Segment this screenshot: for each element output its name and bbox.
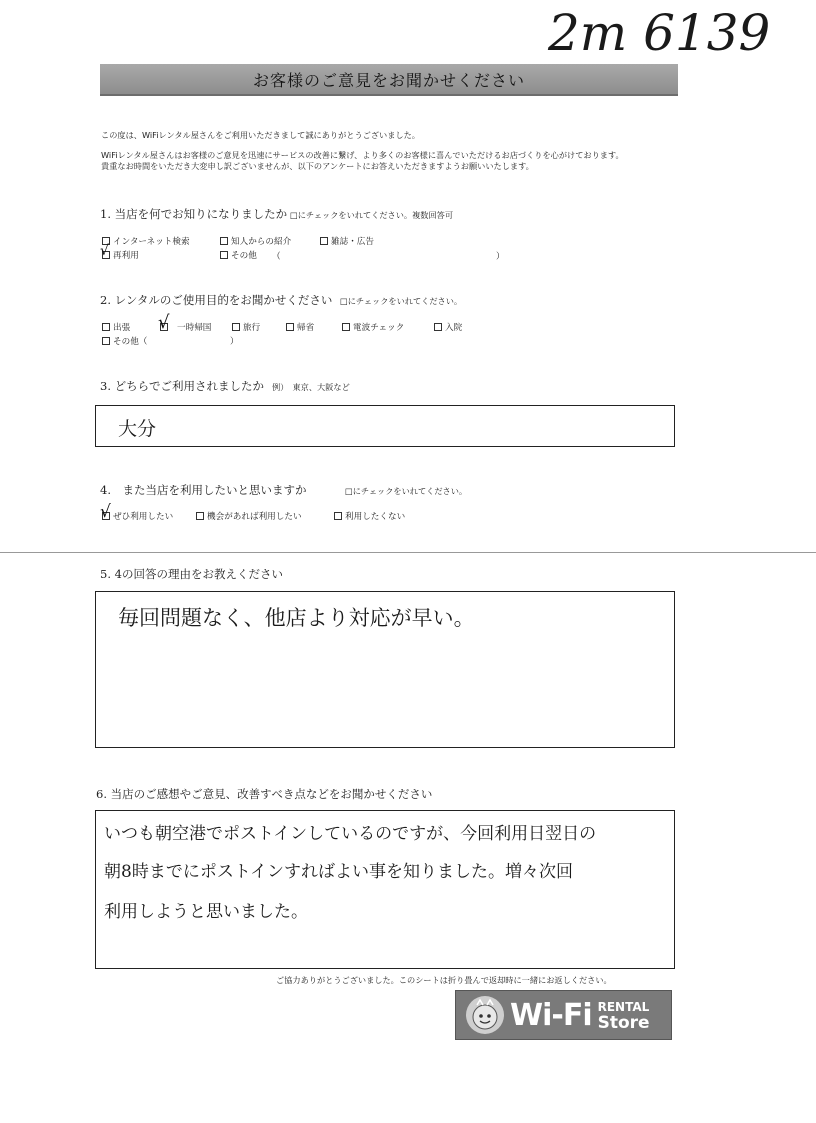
intro-line-1: この度は、WiFiレンタル屋さんをご利用いただきまして誠にありがとうございました。 — [101, 130, 420, 140]
q2-option-homecoming[interactable] — [286, 321, 314, 333]
checkbox[interactable] — [196, 512, 204, 520]
checkbox[interactable] — [220, 237, 228, 245]
question-1-title: 1. 当店を何でお知りになりましたか — [100, 207, 288, 221]
fold-line — [0, 552, 816, 553]
checkbox[interactable] — [232, 323, 240, 331]
q1-option-internet[interactable] — [102, 235, 190, 247]
q2-option-travel[interactable] — [232, 321, 260, 333]
option-label: 雑誌・広告 — [331, 237, 374, 247]
logo-sub — [598, 999, 650, 1031]
q4-option-not-use[interactable] — [334, 510, 405, 522]
logo-rental-text: RENTAL — [597, 1000, 650, 1014]
option-label: 再利用 — [113, 251, 139, 261]
q1-option-referral[interactable] — [220, 235, 291, 247]
handwritten-checkmark: √ — [158, 312, 170, 333]
option-label: その他 — [231, 251, 257, 261]
option-label: 旅行 — [243, 323, 261, 333]
question-4-title: 4. また当店を利用したいと思いますか — [100, 483, 307, 497]
footer-thanks: ご協力ありがとうございました。このシートは折り畳んで返却時に一緒にお返しください。 — [276, 975, 612, 985]
checkbox[interactable] — [320, 237, 328, 245]
q1-other-paren-close: ） — [496, 252, 505, 262]
option-label: 入院 — [445, 323, 463, 333]
question-3-title: 3. どちらでご利用されましたか — [100, 379, 265, 393]
q6-handwritten-line-1: いつも朝空港でポストインしているのですが、今回利用日翌日の — [104, 824, 597, 844]
option-label: 出張 — [113, 323, 131, 333]
q2-other-paren-close: ） — [230, 337, 239, 347]
handwritten-checkmark: √ — [100, 502, 111, 522]
checkbox[interactable] — [220, 251, 228, 259]
q1-option-magazine[interactable] — [320, 235, 374, 247]
checkbox[interactable] — [102, 323, 110, 331]
question-6-title: 6. 当店のご感想やご意見、改善すべき点などをお聞かせください — [96, 787, 433, 801]
q2-option-signal-check[interactable] — [342, 321, 404, 333]
q6-handwritten-line-3: 利用しようと思いました。 — [104, 902, 308, 922]
q3-handwritten-answer: 大分 — [118, 418, 157, 440]
option-label: 電波チェック — [353, 323, 405, 333]
q6-handwritten-line-2: 朝8時までにポストインすればよい事を知りました。増々次回 — [104, 862, 573, 882]
q6-answer-box[interactable] — [95, 810, 675, 969]
q1-option-other[interactable] — [220, 249, 257, 261]
logo-store-text: Store — [597, 1013, 650, 1033]
handwritten-checkmark: √ — [100, 243, 109, 259]
intro-line-3: 貴重なお時間をいただき大変申し訳ございませんが、以下のアンケートにお答えいただきますようお願いいたします。 — [101, 161, 534, 171]
q5-answer-box[interactable] — [95, 591, 675, 748]
checkbox[interactable] — [286, 323, 294, 331]
option-label: ぜひ利用したい — [113, 512, 174, 522]
option-label: 知人からの紹介 — [231, 237, 292, 247]
checkbox[interactable] — [434, 323, 442, 331]
question-2-title: 2. レンタルのご使用目的をお聞かせください — [100, 293, 333, 307]
option-label: インターネット検索 — [113, 237, 190, 247]
q4-option-definitely[interactable] — [102, 510, 173, 522]
survey-title-bar — [100, 64, 678, 96]
question-2-note: □にチェックをいれてください。 — [340, 296, 463, 306]
logo-wifi-text: Wi-Fi — [510, 997, 592, 1033]
option-label: 機会があれば利用したい — [207, 512, 302, 522]
option-label: 一時帰国 — [177, 323, 212, 333]
intro-line-2: WiFiレンタル屋さんはお客様のご意見を迅速にサービスの改善に繋げ、より多くのお客様に喜んでいただけるお店づくりを心がけております。 — [101, 150, 624, 160]
handwritten-reference-number: 2m 6139 — [548, 4, 771, 62]
survey-title: お客様のご意見をお聞かせください — [252, 70, 525, 90]
option-label: 帰省 — [297, 323, 315, 333]
question-3-note: 例） 東京、大阪など — [272, 382, 350, 392]
q2-option-other[interactable] — [102, 335, 147, 347]
mascot-icon — [466, 996, 504, 1034]
checkbox[interactable] — [334, 512, 342, 520]
q4-option-if-opportunity[interactable] — [196, 510, 302, 522]
wifi-rental-store-logo — [455, 990, 672, 1040]
question-5-title: 5. 4の回答の理由をお教えください — [100, 567, 283, 581]
checkbox[interactable] — [102, 337, 110, 345]
checkbox[interactable] — [342, 323, 350, 331]
question-1-note: □にチェックをいれてください。複数回答可 — [290, 210, 454, 220]
q5-handwritten-answer: 毎回問題なく、他店より対応が早い。 — [118, 606, 475, 630]
option-label: その他（ — [113, 337, 148, 347]
q1-other-paren-open: （ — [272, 252, 281, 262]
q3-answer-box[interactable] — [95, 405, 675, 447]
q2-option-business[interactable] — [102, 321, 130, 333]
question-4-note: □にチェックをいれてください。 — [345, 486, 468, 496]
option-label: 利用したくない — [345, 512, 406, 522]
q2-option-hospital[interactable] — [434, 321, 462, 333]
